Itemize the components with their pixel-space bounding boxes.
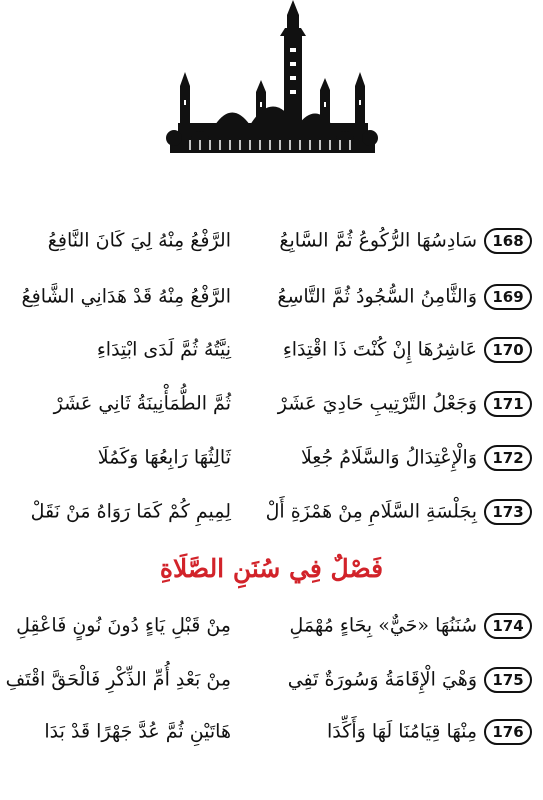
verse-row: [0, 490, 543, 534]
section-title: فَصْلٌ فِي سُنَنِ الصَّلَاةِ: [159, 554, 384, 583]
verse-second-hemistich: ثُمَّ الطُّمَأْنِينَةُ ثَانِي عَشَرْ: [53, 392, 231, 415]
verse-second-hemistich: نِيَّتُهُ ثُمَّ لَدَى ابْتِدَاءِ: [96, 338, 231, 361]
verse-number: 172: [484, 445, 532, 471]
verse-number: 169: [484, 284, 532, 310]
verse-second-hemistich: الرَّفْعُ مِنْهُ لِيَ كَانَ النَّافِعُ: [47, 229, 231, 252]
verse-row: [0, 219, 543, 263]
verse-number: 170: [484, 337, 532, 363]
verse-first-hemistich: سَادِسُهَا الرُّكُوعُ ثُمَّ السَّابِعُ: [279, 229, 477, 252]
verse-first-hemistich: مِنْهَا قِيَامُنَا لَهَا وَأَكِّدَا: [327, 720, 477, 743]
verse-first-hemistich: وَالْإِعْتِدَالُ وَالسَّلَامُ جُعِلَا: [300, 446, 477, 469]
verse-second-hemistich: مِنْ بَعْدِ أُمِّ الذِّكْرِ فَالْحَقَّ اقْتَفِ: [5, 668, 231, 691]
verse-number: 175: [484, 667, 532, 693]
verse-second-hemistich: هَاتَيْنِ ثُمَّ عُدَّ جَهْرًا قَدْ بَدَا: [44, 720, 231, 743]
verse-first-hemistich: عَاشِرُهَا إِنْ كُنْتَ ذَا اقْتِدَاءِ: [282, 338, 477, 361]
verse-first-hemistich: سُنَنُهَا «حَيٌّ» بِحَاءٍ مُهْمَلِ: [289, 614, 477, 637]
verse-number: 168: [484, 228, 532, 254]
verse-second-hemistich: الرَّفْعُ مِنْهُ قَدْ هَدَانِي الشَّافِعُ: [21, 285, 231, 308]
verse-second-hemistich: مِنْ قَبْلِ يَاءٍ دُونَ نُونٍ فَاعْقِلِ: [16, 614, 231, 637]
verse-row: [0, 710, 543, 754]
verse-first-hemistich: بِجَلْسَةِ السَّلَامِ مِنْ هَمْزَةِ أَلْ: [265, 500, 477, 523]
mosque-illustration: [160, 0, 385, 165]
verse-number: 174: [484, 613, 532, 639]
verse-row: [0, 328, 543, 372]
verse-first-hemistich: وَهْيَ الْإِقَامَةُ وَسُورَةٌ تَفِي: [287, 668, 477, 691]
verse-first-hemistich: وَجَعْلُ التَّرْتِيبِ حَادِيَ عَشَرْ: [277, 392, 477, 415]
verse-second-hemistich: ثَالِثُهَا رَابِعُهَا وَكَمُلَا: [97, 446, 231, 469]
verse-number: 173: [484, 499, 532, 525]
verse-row: [0, 275, 543, 319]
verse-row: [0, 436, 543, 480]
verse-first-hemistich: وَالثَّامِنُ السُّجُودُ ثُمَّ التَّاسِعُ: [277, 285, 477, 308]
verse-row: [0, 658, 543, 702]
verse-second-hemistich: لِمِيمِ كُمْ كَمَا رَوَاهُ مَنْ نَقَلْ: [30, 500, 231, 523]
verse-number: 176: [484, 719, 532, 745]
verse-number: 171: [484, 391, 532, 417]
verse-row: [0, 382, 543, 426]
verse-row: [0, 604, 543, 648]
